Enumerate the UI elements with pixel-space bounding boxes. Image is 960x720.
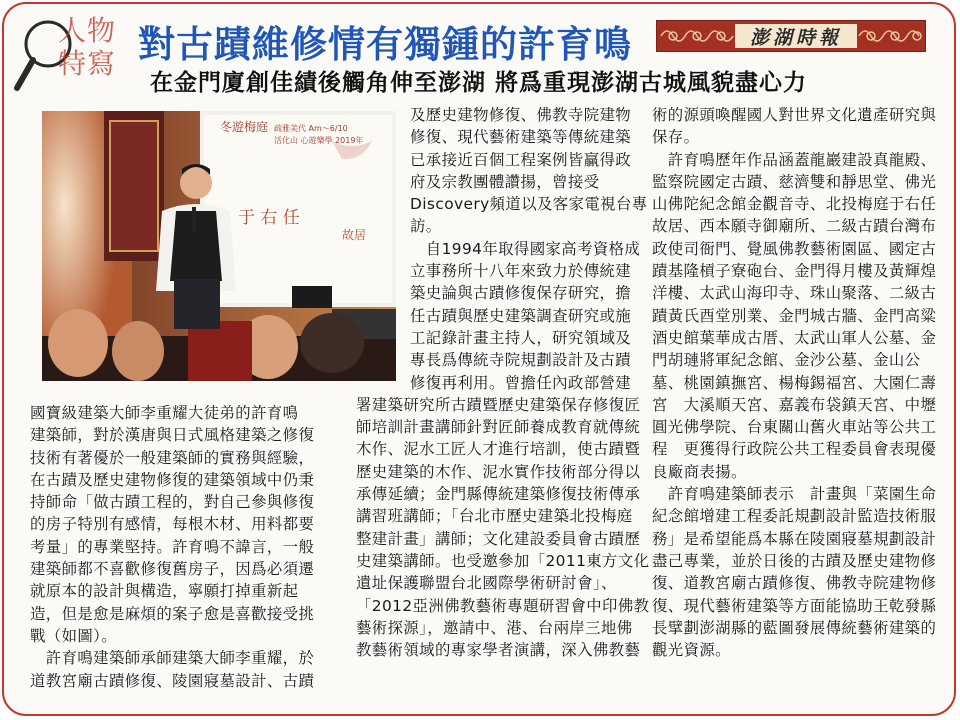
masthead-name: 澎湖時報 bbox=[749, 27, 842, 49]
text-line: 山佛陀紀念館金觀音寺、北投梅庭于右任 bbox=[652, 195, 937, 214]
text-line: 許育鳴建築師表示 計畫與「菜園生命 bbox=[652, 485, 937, 504]
section-label-line1: 人物 bbox=[58, 14, 117, 47]
text-line: 戰（如圖）。 bbox=[30, 626, 118, 645]
text-line: 許育鳴建築師承師建築大師李重耀，於 bbox=[30, 649, 315, 668]
text-line: 蹟黃氏酉堂別業、金門城古牆、金門高粱 bbox=[652, 306, 937, 325]
text-line: 就原本的設計與構造，寧願打掉重新起 bbox=[30, 582, 299, 601]
screen-text: 活化山 心遊樂學 2019年 bbox=[274, 136, 364, 145]
article-column-1 bbox=[30, 402, 330, 692]
text-line: 道教宮廟古蹟修復、陵園寢墓設計、古蹟 bbox=[30, 671, 315, 690]
text-line: 國寶級建築大師李重耀大徒弟的許育鳴 bbox=[30, 404, 299, 422]
article-column-3 bbox=[652, 104, 948, 661]
text-line: 建築師，對於漢唐與日式風格建築之修復 bbox=[30, 426, 315, 445]
text-line: 修復再利用。曾擔任內政部營建 bbox=[410, 373, 632, 392]
text-line: 持師命「做古蹟工程的，對自己參與修復 bbox=[30, 493, 315, 512]
text-line: 墓、桃園鎮撫宮、楊梅錫福宮、大園仁壽 bbox=[652, 373, 937, 392]
text-line: 史建築講師。也受邀參加「2011東方文化 bbox=[356, 551, 650, 570]
text-line: 盡己專業，並於日後的古蹟及歷史建物修 bbox=[652, 551, 937, 570]
text-line: 政使司衙門、覺風佛教藝術園區、國定古 bbox=[652, 239, 937, 258]
masthead-banner bbox=[656, 20, 926, 52]
text-line: 訪。 bbox=[410, 217, 442, 236]
text-line: 造，但是愈是麻煩的案子愈是喜歡接受挑 bbox=[30, 604, 315, 623]
text-line: 承傳延續；金門縣傳統建築修復技術傳承 bbox=[356, 485, 641, 504]
text-line: 遺址保護聯盟台北國際學術研討會」、 bbox=[356, 574, 617, 593]
text-line: 良廠商表揚。 bbox=[652, 462, 747, 481]
section-label bbox=[58, 14, 128, 80]
text-line: 專長爲傳統寺院規劃設計及古蹟 bbox=[410, 351, 632, 370]
screen-text: 故居 bbox=[342, 228, 367, 242]
text-line: 監察院國定古蹟、慈濟雙和靜思堂、佛光 bbox=[652, 172, 937, 191]
text-line: 在古蹟及歷史建物修復的建築領域中仍秉 bbox=[30, 470, 315, 489]
text-line: 任古蹟與歷史建築調查研究或施 bbox=[410, 306, 632, 325]
text-line: 保存。 bbox=[652, 128, 700, 147]
lecture-scene-illustration bbox=[42, 111, 396, 381]
text-line: 蹟基隆槓子寮砲台、金門得月樓及黃輝煌 bbox=[652, 262, 937, 281]
text-line: 考量」的專業堅持。許育鳴不諱言，一般 bbox=[30, 537, 315, 556]
text-line: 程 更獲得行政院公共工程委員會表現優 bbox=[652, 440, 937, 459]
text-line: 技術有著優於一般建築師的實務與經驗， bbox=[30, 448, 315, 467]
section-label-line2: 特寫 bbox=[58, 47, 117, 80]
text-line: 木作、泥水工匠人才進行培訓，使古蹟暨 bbox=[356, 440, 641, 459]
text-line: 及歷史建物修復、佛教寺院建物 bbox=[410, 106, 632, 124]
text-line: 修復、現代藝術建築等傳統建築 bbox=[410, 128, 632, 147]
text-line: 歷史建築的木作、泥水實作技術部分得以 bbox=[356, 462, 641, 481]
text-line: 署建築研究所古蹟暨歷史建築保存修復匠 bbox=[356, 395, 641, 414]
text-line: 「2012亞洲佛教藝術專題研習會中印佛教 bbox=[356, 596, 650, 615]
text-line: 府及宗教團體讚揚，曾接受 bbox=[410, 172, 600, 191]
text-line: 工記錄計畫主持人，研究領域及 bbox=[410, 328, 632, 347]
text-line: 築史論與古蹟修復保存研究，擔 bbox=[410, 284, 632, 303]
article-column-2 bbox=[356, 104, 652, 661]
text-line: 師培訓計畫講師針對匠師養成教育就傳統 bbox=[356, 418, 641, 437]
article-photo bbox=[42, 111, 396, 381]
text-line: 圓光佛學院、台東關山舊火車站等公共工 bbox=[652, 418, 937, 437]
text-line: 講習班講師；「台北市歷史建築北投梅庭 bbox=[356, 507, 633, 526]
text-line: 故居、西本願寺御廟所、二級古蹟台灣布 bbox=[652, 217, 937, 236]
text-line: 立事務所十八年來致力於傳統建 bbox=[410, 262, 632, 281]
text-line: 整建計畫」講師；文化建設委員會古蹟歷 bbox=[356, 529, 641, 548]
text-line: 建築師都不喜歡修復舊房子，因爲必須遷 bbox=[30, 560, 315, 579]
text-line: 自1994年取得國家高考資格成 bbox=[410, 239, 641, 258]
subheadline: 在金門廈創佳績後觸角伸至澎湖 將爲重現澎湖古城風貌盡心力 bbox=[150, 70, 808, 96]
text-line: 教藝術領域的專家學者演講，深入佛教藝 bbox=[356, 641, 641, 660]
text-line: 酒史館葉華成古厝、太武山軍人公墓、金 bbox=[652, 328, 937, 347]
text-line: 復、道教宮廟古蹟修復、佛教寺院建物修 bbox=[652, 574, 937, 593]
text-line: 長擘劃澎湖縣的藍圖發展傳統藝術建築的 bbox=[652, 618, 937, 637]
text-line: 觀光資源。 bbox=[652, 641, 731, 660]
text-line: 許育鳴歷年作品涵蓋龍巖建設真龍殿、 bbox=[652, 150, 937, 169]
text-line: 洋樓、太武山海印寺、珠山聚落、二級古 bbox=[652, 284, 937, 303]
column-2-lower bbox=[356, 394, 652, 662]
screen-text: 冬遊梅庭 bbox=[220, 120, 269, 134]
headline: 對古蹟維修情有獨鍾的許育鳴 bbox=[138, 23, 632, 66]
text-line: 務」是希望能爲本縣在陵園寢墓規劃設計 bbox=[652, 529, 937, 548]
screen-text: 疏雅美代 Am～6/10 bbox=[274, 124, 348, 133]
column-2-upper bbox=[356, 104, 652, 394]
text-line: Discovery頻道以及客家電視台專 bbox=[410, 195, 648, 214]
text-line: 藝術探源」，邀請中、港、台兩岸三地佛 bbox=[356, 618, 633, 637]
text-line: 已承接近百個工程案例皆贏得政 bbox=[410, 150, 632, 169]
text-line: 紀念館增建工程委託規劃設計監造技術服 bbox=[652, 507, 937, 526]
text-line: 的房子特別有感情，每根木材、用料都要 bbox=[30, 515, 315, 534]
text-line: 復、現代藝術建築等方面能協助王乾發縣 bbox=[652, 596, 937, 615]
screen-text: 于 右 任 bbox=[238, 208, 300, 228]
text-line: 術的源頭喚醒國人對世界文化遺產研究與 bbox=[652, 106, 937, 124]
text-line: 門胡璉將軍紀念館、金沙公墓、金山公 bbox=[652, 351, 921, 370]
text-line: 宮 大溪順天宮、嘉義布袋鎮天宮、中壢 bbox=[652, 395, 937, 414]
